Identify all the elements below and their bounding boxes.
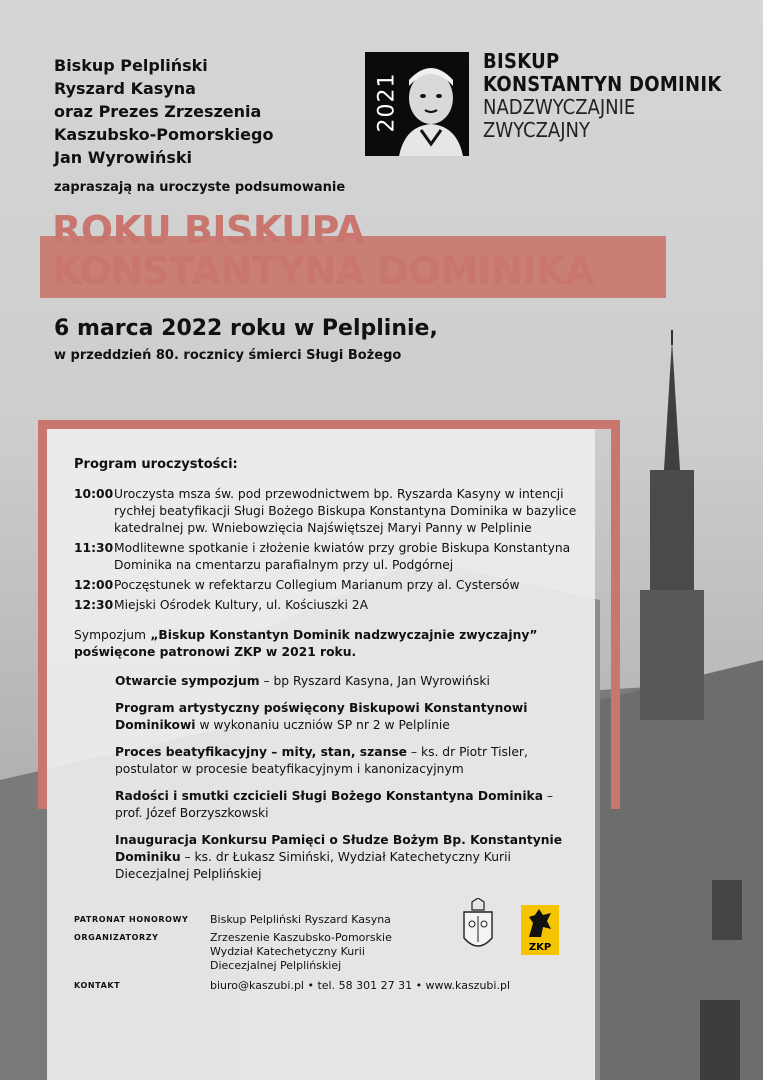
symposium-talk (115, 673, 575, 690)
program-title: Program uroczystości: (74, 457, 238, 472)
program-time: 12:30 (74, 598, 114, 612)
symposium-talk (115, 700, 575, 734)
program-text: Poczęstunek w refektarzu Collegium Marianum przy al. Cystersów (114, 578, 520, 592)
logo-year: 2021 (374, 72, 400, 133)
program-text: Uroczysta msza św. pod przewodnictwem bp. Ryszarda Kasyny w intencji rychłej beatyfikacji Sługi Bożego Biskupa Konstantyna Dominika w bazylice katedralnej pw. Wniebowzięcia Najświętszej Maryi Panny w Pelplinie (114, 487, 577, 535)
event-subtitle: w przeddzień 80. rocznicy śmierci Sługi Bożego (54, 348, 402, 363)
host-line: Kaszubsko-Pomorskiego (54, 125, 274, 144)
headline-line: KONSTANTYNA DOMINIKA (52, 249, 594, 293)
program-time: 11:30 (74, 541, 114, 555)
patronat-value: Biskup Pelpliński Ryszard Kasyna (210, 913, 391, 926)
talk-title: Program artystyczny poświęcony Biskupowi Konstantynowi Dominikowi (115, 701, 528, 732)
contact-label: KONTAKT (74, 981, 121, 990)
program-time: 10:00 (74, 487, 114, 501)
symposium-suffix: poświęcone patronowi ZKP w 2021 roku. (74, 645, 357, 659)
event-date: 6 marca 2022 roku w Pelplinie, (54, 316, 438, 341)
symposium-prefix: Sympozjum (74, 628, 147, 642)
program-item (74, 597, 584, 614)
diocese-crest-icon (460, 898, 496, 956)
hosts-block (54, 54, 273, 169)
program-item (74, 486, 584, 537)
logo-title (483, 50, 722, 142)
talk-speaker: w wykonaniu uczniów SP nr 2 w Pelplinie (195, 718, 450, 732)
patronat-label: PATRONAT HONOROWY (74, 915, 189, 924)
invite-text: zapraszają na uroczyste podsumowanie (54, 180, 346, 195)
organizer-line: Zrzeszenie Kaszubsko-Pomorskie (210, 931, 392, 944)
organizer-line: Diecezjalnej Pelplińskiej (210, 959, 342, 972)
talk-title: Radości i smutki czcicieli Sługi Bożego Konstantyna Dominika (115, 789, 544, 803)
griffin-icon (521, 907, 559, 943)
talk-title: Inauguracja Konkursu Pamięci o Słudze Bożym Bp. Konstantynie Dominiku (115, 833, 563, 864)
host-line: Jan Wyrowiński (54, 148, 192, 167)
symposium-talk (115, 744, 575, 778)
logo-line: KONSTANTYN DOMINIK (483, 72, 722, 96)
logo-line: ZWYCZAJNY (483, 118, 590, 142)
program-item (74, 577, 584, 594)
talk-speaker: – prof. Józef Borzyszkowski (115, 789, 554, 820)
organizer-line: Wydział Katechetyczny Kurii (210, 945, 365, 958)
logo-line: NADZWYCZAJNIE (483, 95, 636, 119)
program-content (74, 456, 584, 893)
talk-speaker: – bp Ryszard Kasyna, Jan Wyrowiński (259, 674, 490, 688)
symposium-title: „Biskup Konstantyn Dominik nadzwyczajnie zwyczajny” (150, 628, 538, 642)
talk-title: Proces beatyfikacyjny – mity, stan, szanse (115, 745, 407, 759)
logo-line: BISKUP (483, 49, 560, 73)
contact-value: biuro@kaszubi.pl • tel. 58 301 27 31 • www.kaszubi.pl (210, 979, 511, 992)
program-time: 12:00 (74, 578, 114, 592)
zkp-text: ZKP (528, 942, 552, 953)
symposium-talk (115, 788, 575, 822)
host-line: Biskup Pelpliński (54, 56, 208, 75)
program-text: Modlitewne spotkanie i złożenie kwiatów przy grobie Biskupa Konstantyna Dominika na cmentarzu parafialnym przy ul. Podgórnej (114, 541, 571, 572)
organizers-value (210, 931, 450, 973)
zkp-logo (521, 905, 559, 955)
host-line: oraz Prezes Zrzeszenia (54, 102, 262, 121)
host-line: Ryszard Kasyna (54, 79, 196, 98)
talk-speaker: – ks. dr Łukasz Simiński, Wydział Katechetyczny Kurii Diecezjalnej Pelplińskiej (115, 850, 511, 881)
talk-speaker: – ks. dr Piotr Tisler, postulator w procesie beatyfikacyjnym i kanonizacyjnym (115, 745, 528, 776)
bishop-portrait-icon (365, 52, 469, 156)
organizers-label: ORGANIZATORZY (74, 933, 159, 942)
bishop-portrait-logo (365, 52, 469, 156)
headline-line: ROKU BISKUPA (52, 208, 365, 252)
symposium-talk (115, 832, 575, 883)
program-item (74, 540, 584, 574)
symposium-heading (74, 627, 584, 661)
headline (52, 210, 594, 292)
program-text: Miejski Ośrodek Kultury, ul. Kościuszki 2A (114, 598, 369, 612)
talk-title: Otwarcie sympozjum (115, 674, 260, 688)
